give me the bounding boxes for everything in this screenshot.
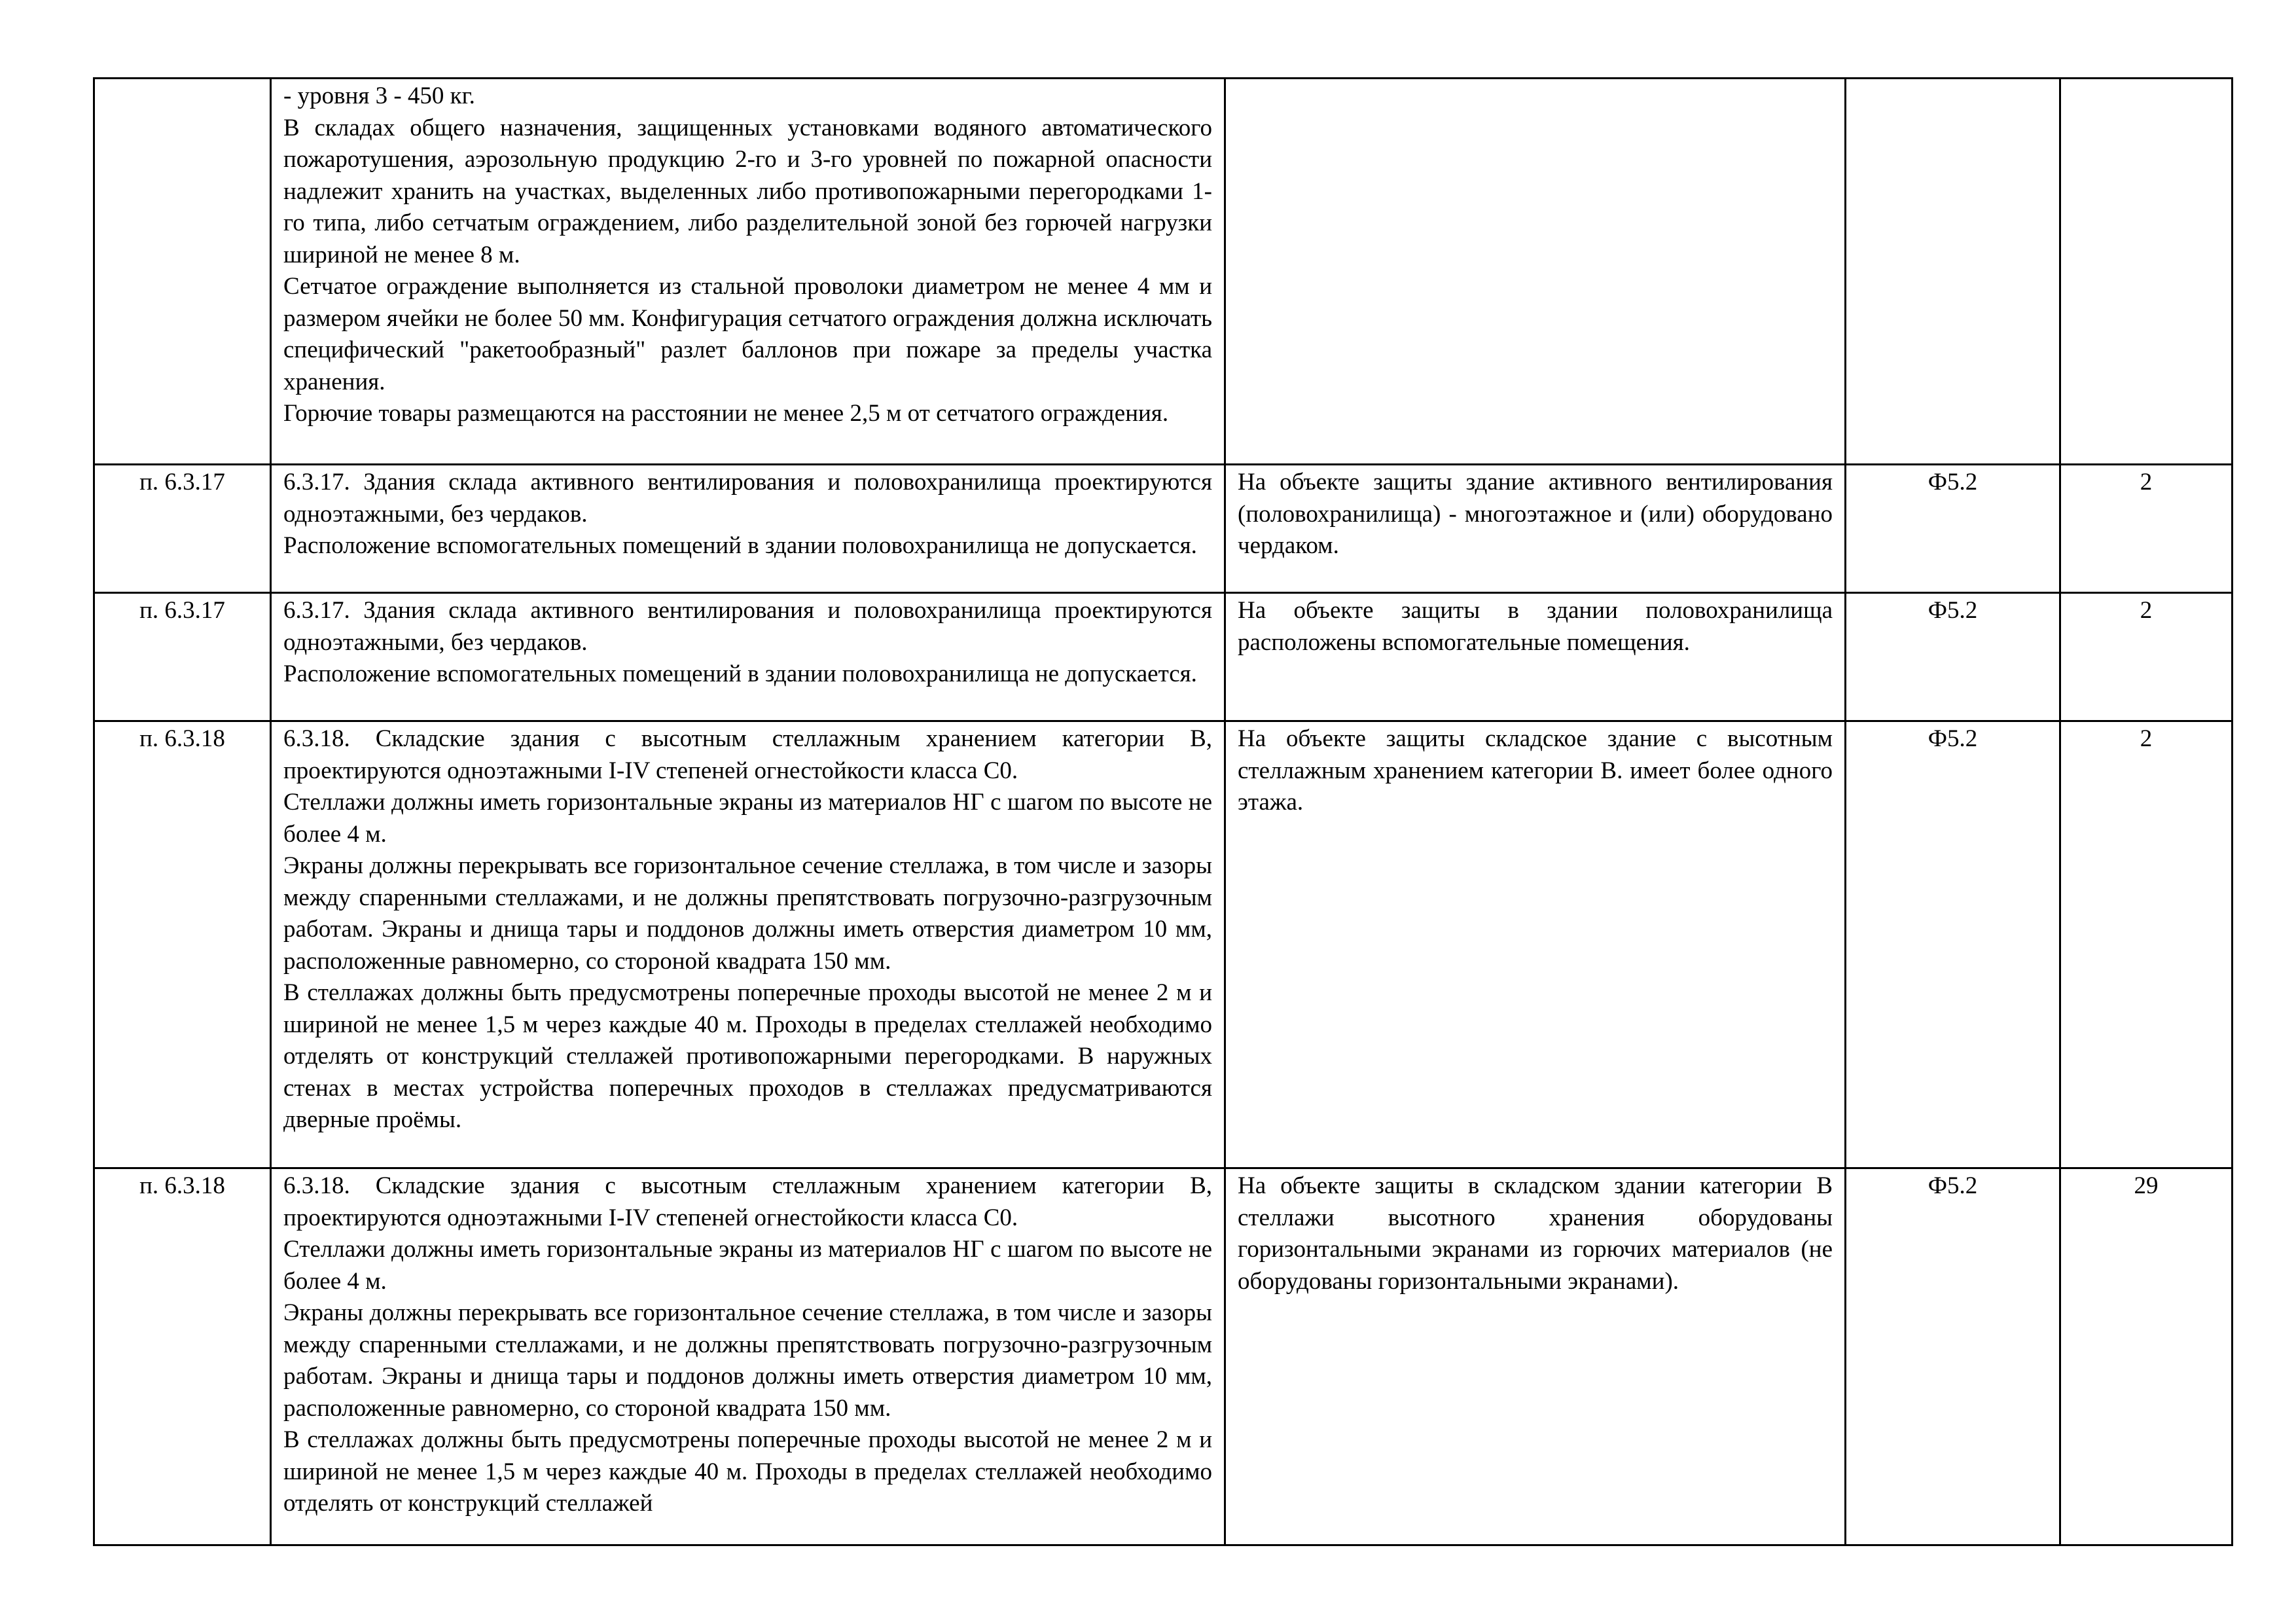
violation-cell: На объекте защиты в здании половохранилища расположены вспомогательные помещения. <box>1225 593 1846 721</box>
code-cell <box>1846 79 2060 465</box>
number-cell: 29 <box>2060 1168 2233 1545</box>
requirement-paragraph: 6.3.18. Складские здания с высотным стеллажным хранением категории В, проектируются одноэтажными I-IV степеней огнестойкости класса С0. <box>283 725 1212 784</box>
requirement-cell <box>271 79 1225 465</box>
requirement-paragraph: В стеллажах должны быть предусмотрены поперечные проходы высотой не менее 2 м и шириной не менее 1,5 м через каждые 40 м. Проходы в пределах стеллажей необходимо отделять от конструкций стеллажей противопожарными перегородками. В наружных стенах в местах устройства поперечных проходов в стеллажах предусматриваются дверные проёмы. <box>283 979 1212 1133</box>
violation-cell: На объекте защиты здание активного вентилирования (половохранилища) - многоэтажное и (или) оборудовано чердаком. <box>1225 465 1846 593</box>
violation-cell <box>1225 79 1846 465</box>
requirement-paragraph: Расположение вспомогательных помещений в здании половохранилища не допускается. <box>283 660 1197 687</box>
requirement-paragraph: В складах общего назначения, защищенных установками водяного автоматического пожаротушения, аэрозольную продукцию 2-го и 3-го уровней по пожарной опасности надлежит хранить на участках, выделенных либо противопожарными перегородками 1-го типа, либо сетчатым ограждением, либо разделительной зоной без горючей нагрузки шириной не менее 8 м. <box>283 114 1212 268</box>
requirement-paragraph: Экраны должны перекрывать все горизонтальное сечение стеллажа, в том числе и зазоры между спаренными стеллажами, и не должны препятствовать погрузочно-разгрузочным работам. Экраны и днища тары и поддонов должны иметь отверстия диаметром 10 мм, расположенные равномерно, со стороной квадрата 150 мм. <box>283 852 1212 975</box>
requirement-cell <box>271 465 1225 593</box>
requirement-paragraph: 6.3.17. Здания склада активного вентилирования и половохранилища проектируются одноэтажными, без чердаков. <box>283 597 1212 656</box>
requirement-paragraph: - уровня 3 - 450 кг. <box>283 82 475 109</box>
code-cell: Ф5.2 <box>1846 1168 2060 1545</box>
requirement-cell <box>271 593 1225 721</box>
code-cell: Ф5.2 <box>1846 465 2060 593</box>
violation-cell: На объекте защиты в складском здании категории В стеллажи высотного хранения оборудованы горизонтальными экранами из горючих материалов (не оборудованы горизонтальными экранами). <box>1225 1168 1846 1545</box>
table-row <box>94 79 2233 465</box>
requirement-paragraph: Стеллажи должны иметь горизонтальные экраны из материалов НГ с шагом по высоте не более 4 м. <box>283 1236 1212 1295</box>
requirement-paragraph: Стеллажи должны иметь горизонтальные экраны из материалов НГ с шагом по высоте не более 4 м. <box>283 789 1212 848</box>
number-cell <box>2060 79 2233 465</box>
table-row <box>94 465 2233 593</box>
code-cell: Ф5.2 <box>1846 721 2060 1168</box>
table-row <box>94 1168 2233 1545</box>
requirement-paragraph: Расположение вспомогательных помещений в здании половохранилища не допускается. <box>283 532 1197 559</box>
number-cell: 2 <box>2060 593 2233 721</box>
requirement-cell <box>271 721 1225 1168</box>
table-row <box>94 721 2233 1168</box>
requirement-paragraph: 6.3.18. Складские здания с высотным стеллажным хранением категории В, проектируются одноэтажными I-IV степеней огнестойкости класса С0. <box>283 1172 1212 1231</box>
violation-cell: На объекте защиты складское здание с высотным стеллажным хранением категории В. имеет более одного этажа. <box>1225 721 1846 1168</box>
requirement-paragraph: Сетчатое ограждение выполняется из стальной проволоки диаметром не менее 4 мм и размером ячейки не более 50 мм. Конфигурация сетчатого ограждения должна исключать специфический "ракетообразный" разлет баллонов при пожаре за пределы участка хранения. <box>283 273 1212 395</box>
ref-cell: п. 6.3.18 <box>94 1168 271 1545</box>
ref-cell: п. 6.3.17 <box>94 593 271 721</box>
requirement-paragraph: Экраны должны перекрывать все горизонтальное сечение стеллажа, в том числе и зазоры между спаренными стеллажами, и не должны препятствовать погрузочно-разгрузочным работам. Экраны и днища тары и поддонов должны иметь отверстия диаметром 10 мм, расположенные равномерно, со стороной квадрата 150 мм. <box>283 1299 1212 1422</box>
requirements-table <box>93 77 2233 1546</box>
number-cell: 2 <box>2060 721 2233 1168</box>
number-cell: 2 <box>2060 465 2233 593</box>
requirement-paragraph: 6.3.17. Здания склада активного вентилирования и половохранилища проектируются одноэтажными, без чердаков. <box>283 469 1212 528</box>
code-cell: Ф5.2 <box>1846 593 2060 721</box>
ref-cell: п. 6.3.18 <box>94 721 271 1168</box>
ref-cell: п. 6.3.17 <box>94 465 271 593</box>
table-row <box>94 593 2233 721</box>
requirement-paragraph: Горючие товары размещаются на расстоянии не менее 2,5 м от сетчатого ограждения. <box>283 400 1169 427</box>
requirement-cell <box>271 1168 1225 1545</box>
requirement-paragraph: В стеллажах должны быть предусмотрены поперечные проходы высотой не менее 2 м и шириной не менее 1,5 м через каждые 40 м. Проходы в пределах стеллажей необходимо отделять от конструкций стеллажей <box>283 1426 1212 1517</box>
ref-cell <box>94 79 271 465</box>
